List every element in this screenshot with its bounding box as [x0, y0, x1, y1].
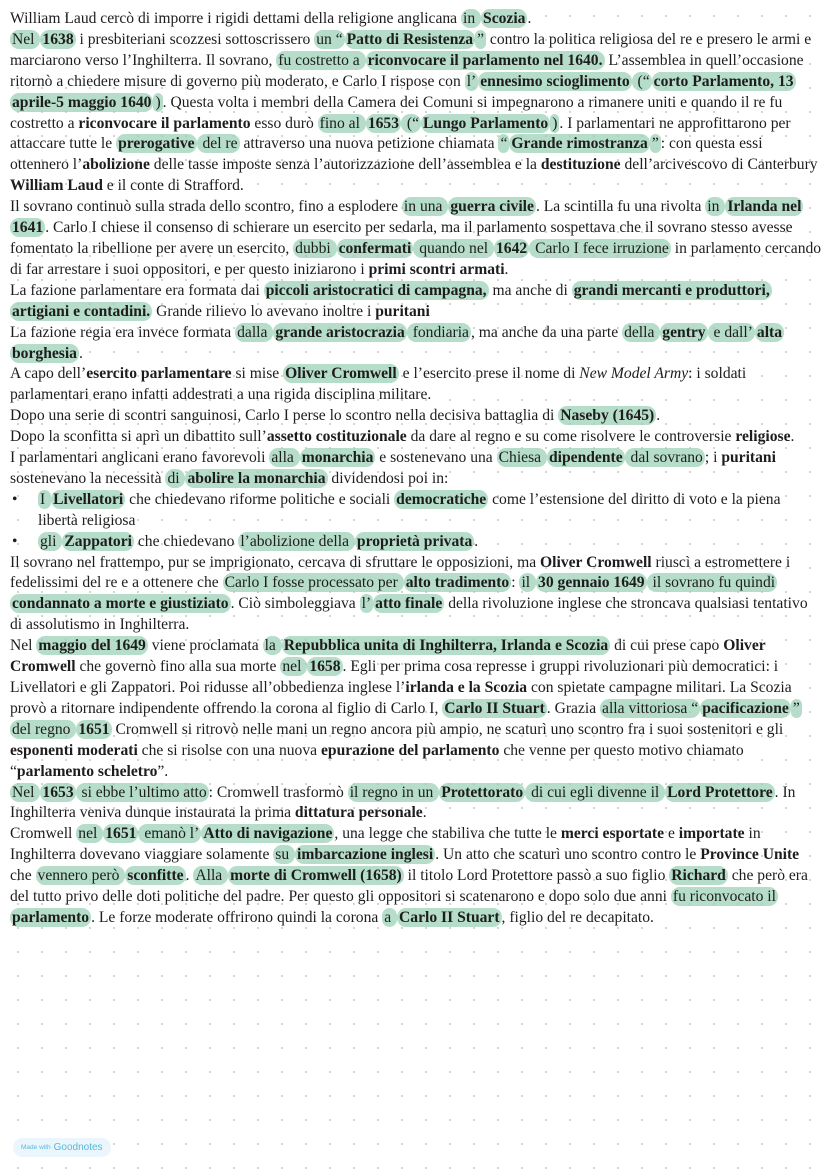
highlighted-text: alta borghesia [12, 323, 783, 362]
text-run: Cromwell [10, 825, 77, 843]
text-run: , figlio del re decapitato. [501, 908, 654, 926]
highlighted-text: I [40, 490, 50, 508]
text-run: : i soldati parlamentari erano infatti addestrati a una rigida disciplina militare. [10, 365, 747, 404]
text-run: , una legge che stabiliva che tutte le [334, 825, 561, 843]
highlighted-text: gentry [662, 323, 706, 341]
highlighted-text: piccoli aristocratici di campagna, [265, 281, 487, 299]
text-run: che però era del tutto privo delle doti politiche del padre. Per questo gli oppositori si scatenarono e dopo solo due anni [10, 867, 808, 906]
paragraph [10, 9, 822, 30]
highlighted-text: ” [651, 135, 659, 153]
highlighted-text: 1638 [42, 30, 74, 48]
text-run: contro la politica religiosa del re e presero le armi e marciarono verso l’Inghilterra. Il sovrano, [10, 30, 812, 69]
goodnotes-brand: Goodnotes [53, 1142, 103, 1153]
text-run: viene proclamata [147, 637, 263, 655]
text-run: Dopo una serie di scontri sanguinosi, Carlo I perse lo scontro nella decisiva battaglia di [10, 407, 559, 425]
highlighted-text: fino al [319, 114, 364, 132]
highlighted-text: ” [477, 30, 485, 48]
text-run: che chiedevano [133, 532, 239, 550]
text-run: . [656, 407, 661, 425]
text-run: che si risolse con una nuova [137, 741, 321, 759]
highlighted-text: (“ [403, 114, 420, 132]
text-run: : Cromwell trasformò [208, 783, 348, 801]
highlighted-text: il regno in un [349, 783, 438, 801]
highlighted-text: (“ [633, 72, 650, 90]
text-run: della rivoluzione inglese che stroncava qualsiasi tentativo di assolutismo in Inghilterra. [10, 595, 808, 634]
text-run: e il conte di Strafford. [102, 177, 244, 195]
highlighted-text: Patto di Resistenza [346, 30, 474, 48]
text-run: che [10, 867, 36, 885]
paragraph [10, 824, 822, 929]
bold-text: religiose [735, 428, 791, 446]
text-run: La fazione regia era invece formata [10, 323, 236, 341]
highlighted-text: riconvocare il parlamento nel 1640. [367, 51, 603, 69]
text-run: ”. [157, 762, 169, 780]
highlighted-text: in [707, 198, 724, 216]
text-run: . I parlamentari ne approfittarono per attaccare tutte le [10, 114, 791, 153]
paragraph [10, 364, 822, 406]
highlighted-text: Nel [12, 30, 39, 48]
text-run: . Ciò simboleggiava [230, 595, 360, 613]
highlighted-text: Carlo II Stuart [399, 908, 500, 926]
bold-text: importate [678, 825, 745, 843]
bold-text: Oliver Cromwell [540, 553, 652, 571]
highlighted-text: del re [198, 135, 238, 153]
highlighted-text: la [264, 637, 280, 655]
text-run: Nel [10, 637, 37, 655]
text-run: il titolo Lord Protettore passò a suo figlio [403, 867, 670, 885]
highlighted-text: gli [40, 532, 61, 550]
bold-text: esponenti moderati [10, 741, 138, 759]
highlighted-text: fu costretto a [278, 51, 364, 69]
highlighted-text: su [275, 846, 294, 864]
text-run: delle tasse imposte senza l’autorizzazione dell’assemblea e la [149, 156, 541, 174]
text-run: . [422, 804, 427, 822]
text-run: in Inghilterra dovevano viaggiare solamente [10, 825, 761, 864]
highlighted-text: Protettorato [441, 783, 524, 801]
bullet-item [10, 490, 822, 532]
highlighted-text: 1653 [42, 783, 74, 801]
highlighted-text: 1658 [309, 658, 341, 676]
text-run: . Egli per prima cosa represse i gruppi rivoluzionari più democratici: i Livellatori e gli Zappatori. Poi ridusse all’obbedienza inglese l’ [10, 658, 779, 696]
highlighted-text: il [521, 574, 535, 592]
highlighted-text: democratiche [396, 490, 487, 508]
bold-text: assetto costituzionale [266, 428, 407, 446]
text-run: e [664, 825, 679, 843]
text-run: che chiedevano riforme politiche e sociali [125, 490, 395, 508]
paragraph [10, 553, 822, 637]
highlighted-text: Carlo I fece irruzione [531, 239, 669, 257]
text-run: . Un atto che scaturì uno scontro contro le [435, 846, 701, 864]
text-run: Dopo la sconfitta si aprì un dibattito sull’ [10, 428, 267, 446]
highlighted-text: e dall’ [709, 323, 753, 341]
text-run: New Model Army [579, 365, 689, 383]
highlighted-text: Scozia [483, 10, 526, 27]
highlighted-text: Alla [195, 867, 227, 885]
highlighted-text: il sovrano fu quindi [648, 574, 776, 592]
highlighted-text: abolire la monarchia [187, 469, 326, 487]
text-run: Il sovrano continuò sulla strada dello scontro, fino a esplodere [10, 198, 402, 216]
highlighted-text: un “ [316, 30, 343, 48]
highlighted-text: guerra civile [450, 198, 534, 216]
bullet-marker: • [12, 490, 18, 508]
highlighted-text: l’ [361, 595, 372, 613]
text-run: . In Inghilterra veniva dunque instaurata la prima [10, 783, 796, 822]
text-run: di cui prese capo [610, 637, 724, 655]
highlighted-text: corto Parlamento, 13 aprile-5 maggio 1640 [12, 72, 794, 111]
highlighted-text: alla [271, 449, 298, 467]
bold-text: Oliver Cromwell [10, 637, 766, 676]
highlighted-text: fu riconvocato il [672, 888, 776, 906]
highlighted-text: ) [155, 93, 161, 111]
text-run: ma anche di [488, 281, 572, 299]
text-run: . [527, 10, 532, 27]
goodnotes-badge [13, 1138, 111, 1157]
text-run: William Laud cercò di imporre i rigidi dettami della religione anglicana [10, 10, 461, 27]
bold-text: puritani [375, 302, 430, 320]
text-run: dell’arcivescovo di Canterbury [620, 156, 818, 174]
highlighted-text: 1653 [367, 114, 399, 132]
highlighted-text: grandi mercanti e produttori, artigiani e contadini. [12, 281, 770, 320]
highlighted-text: Nel [12, 783, 39, 801]
text-run: si mise [231, 365, 284, 383]
bold-text: William Laud [10, 177, 103, 195]
text-run: come l’estensione del diritto di voto e la piena libertà religiosa [38, 490, 781, 529]
text-run: L’assemblea in quell’occasione ritornò a chiedere misure di governo più moderato, e Carlo I rispose con [10, 51, 804, 90]
text-run: Cromwell si ritrovò nelle mani un regno ancora più ampio, ne scaturì uno scontro fra i suoi sostenitori e gli [111, 720, 784, 738]
text-run: La fazione parlamentare era formata dai [10, 281, 264, 299]
highlighted-text: dal sovrano [626, 449, 703, 467]
highlighted-text: ” del regno [12, 699, 800, 738]
paragraph [10, 30, 822, 197]
bold-text: merci esportate [560, 825, 665, 843]
highlighted-text: in [463, 10, 480, 27]
highlighted-text: ennesimo scioglimento [480, 72, 630, 90]
highlighted-text: Oliver Cromwell [285, 365, 397, 383]
text-run: . [474, 532, 479, 550]
text-run: con spietate campagne militari. La Scozia provò a ritornare indipendente offrendo la corona al figlio di Carlo I, [10, 679, 792, 717]
highlighted-text: proprietà privata [356, 532, 473, 550]
text-run: . Grazia [546, 699, 601, 717]
paragraph [10, 323, 822, 365]
text-run: in parlamento cercando di far arrestare i suoi oppositori, e per questo iniziarono i [10, 239, 822, 278]
paragraph [10, 281, 822, 323]
highlighted-text: sconfitte [127, 867, 184, 885]
bold-text: abolizione [82, 156, 150, 174]
text-run: A capo dell’ [10, 365, 87, 383]
highlighted-text: 30 gennaio 1649 [538, 574, 645, 592]
highlighted-text: “ [500, 135, 508, 153]
text-run: e l’esercito prese il nome di [398, 365, 580, 383]
highlighted-text: alto tradimento [405, 574, 510, 592]
text-run: sostenevano la necessità [10, 469, 166, 487]
text-run: I parlamentari anglicani erano favorevoli [10, 449, 270, 467]
text-run: dividendosi poi in: [327, 469, 449, 487]
highlighted-text: atto finale [375, 595, 443, 613]
paragraph [10, 406, 822, 427]
text-run: : con questa essi ottennero l’ [10, 135, 763, 174]
text-run: da dare al regno e su come risolvere le controversie [406, 428, 736, 446]
highlighted-text: l’ [466, 72, 477, 90]
text-run: esso durò [250, 114, 318, 132]
highlighted-text: di [167, 469, 184, 487]
highlighted-text: dalla [237, 323, 272, 341]
text-run: . [790, 428, 795, 446]
text-run: . [185, 867, 194, 885]
highlighted-text: morte di Cromwell (1658) [230, 867, 402, 885]
highlighted-text: maggio del 1649 [38, 637, 146, 655]
highlighted-text: Chiesa [498, 449, 545, 467]
highlighted-text: imbarcazione inglesi [297, 846, 434, 864]
made-with-label: Made with [21, 1144, 51, 1151]
paragraph [10, 197, 822, 281]
highlighted-text: Carlo II Stuart [444, 699, 545, 717]
highlighted-text: si ebbe l’ultimo atto [77, 783, 207, 801]
bold-text: destituzione [540, 156, 621, 174]
text-run: Il sovrano nel frattempo, pur se imprigionato, cercava di sfruttare le opposizioni, ma [10, 553, 541, 571]
text-run: Grande rilievo lo avevano inoltre i [152, 302, 376, 320]
highlighted-text: 1642 [496, 239, 528, 257]
text-run: . Carlo I chiese il consenso di schierare un esercito per sedarla, ma il parlamento sospettava che il sovrano stesso avesse fomentato la ribellione per avere un esercito, [10, 219, 793, 257]
highlighted-text: alla vittoriosa “ [602, 699, 699, 717]
bullet-item [10, 532, 822, 553]
highlighted-text: condannato a morte e giustiziato [12, 595, 229, 613]
highlighted-text: in una [403, 198, 447, 216]
paragraph [10, 448, 822, 490]
text-run: e sostenevano una [375, 449, 497, 467]
highlighted-text: Repubblica unita di Inghilterra, Irlanda e Scozia [283, 637, 609, 655]
highlighted-text: vennero però [37, 867, 124, 885]
text-run: attraverso una nuova petizione chiamata [239, 135, 499, 153]
highlighted-text: quando nel [415, 239, 492, 257]
bold-text: riconvocare il parlamento [78, 114, 251, 132]
text-run: : [511, 574, 520, 592]
bold-text: dittatura personale [294, 804, 423, 822]
bold-text: esercito parlamentare [86, 365, 232, 383]
text-run: i presbiteriani scozzesi sottoscrissero [75, 30, 315, 48]
highlighted-text: Atto di navigazione [203, 825, 333, 843]
text-run: , ma anche da una parte [470, 323, 623, 341]
highlighted-text: emanò l’ [140, 825, 200, 843]
highlighted-text: dubbi [295, 239, 335, 257]
highlighted-text: fondiaria [408, 323, 469, 341]
highlighted-text: dipendente [548, 449, 623, 467]
paragraph [10, 783, 822, 825]
highlighted-text: 1651 [105, 825, 137, 843]
highlighted-text: Livellatori [53, 490, 124, 508]
paragraph [10, 427, 822, 448]
bullet-marker: • [12, 532, 18, 550]
text-run: riuscì a estromettere i fedelissimi del re e a ottenere che [10, 553, 791, 592]
highlighted-text: Richard [671, 867, 726, 885]
paragraph [10, 636, 822, 782]
highlighted-text: Carlo I fosse processato per [224, 574, 402, 592]
text-run: ; i [704, 449, 722, 467]
highlighted-text: di cui egli divenne il [527, 783, 664, 801]
text-run: . [504, 260, 509, 278]
highlighted-text: prerogative [118, 135, 195, 153]
bold-text: parlamento scheletro [16, 762, 158, 780]
highlighted-text: Lungo Parlamento [423, 114, 549, 132]
text-run: . [78, 344, 83, 362]
bold-text: Province Unite [700, 846, 800, 864]
text-run: che venne per questo motivo chiamato “ [10, 741, 744, 780]
highlighted-text: parlamento [12, 908, 90, 926]
bold-text: primi scontri armati [368, 260, 505, 278]
text-run: . La scintilla fu una rivolta [535, 198, 706, 216]
bold-text: puritani [721, 449, 776, 467]
highlighted-text: Zappatori [64, 532, 132, 550]
bold-text: epurazione del parlamento [320, 741, 500, 759]
highlighted-text: ) [552, 114, 558, 132]
highlighted-text: 1651 [78, 720, 110, 738]
highlighted-text: nel [78, 825, 102, 843]
highlighted-text: confermati [338, 239, 412, 257]
highlighted-text: Lord Protettore [667, 783, 773, 801]
text-run: che governò fino alla sua morte [75, 658, 281, 676]
highlighted-text: della [624, 323, 659, 341]
text-run: . Questa volta i membri della Camera dei Comuni si impegnarono a rimanere uniti e quando il re fu costretto a [10, 93, 783, 132]
highlighted-text: a [384, 908, 396, 926]
highlighted-text: Grande rimostranza [511, 135, 648, 153]
highlighted-text: grande aristocrazia [275, 323, 405, 341]
highlighted-text: Irlanda nel 1641 [12, 198, 802, 237]
text-run: . Le forze moderate offrirono quindi la corona [91, 908, 383, 926]
highlighted-text: nel [282, 658, 306, 676]
highlighted-text: pacificazione [702, 699, 789, 717]
bold-text: irlanda e la Scozia [405, 679, 528, 696]
highlighted-text: l’abolizione della [240, 532, 353, 550]
highlighted-text: Naseby (1645) [560, 407, 655, 425]
highlighted-text: monarchia [301, 449, 374, 467]
note-page [10, 9, 822, 929]
